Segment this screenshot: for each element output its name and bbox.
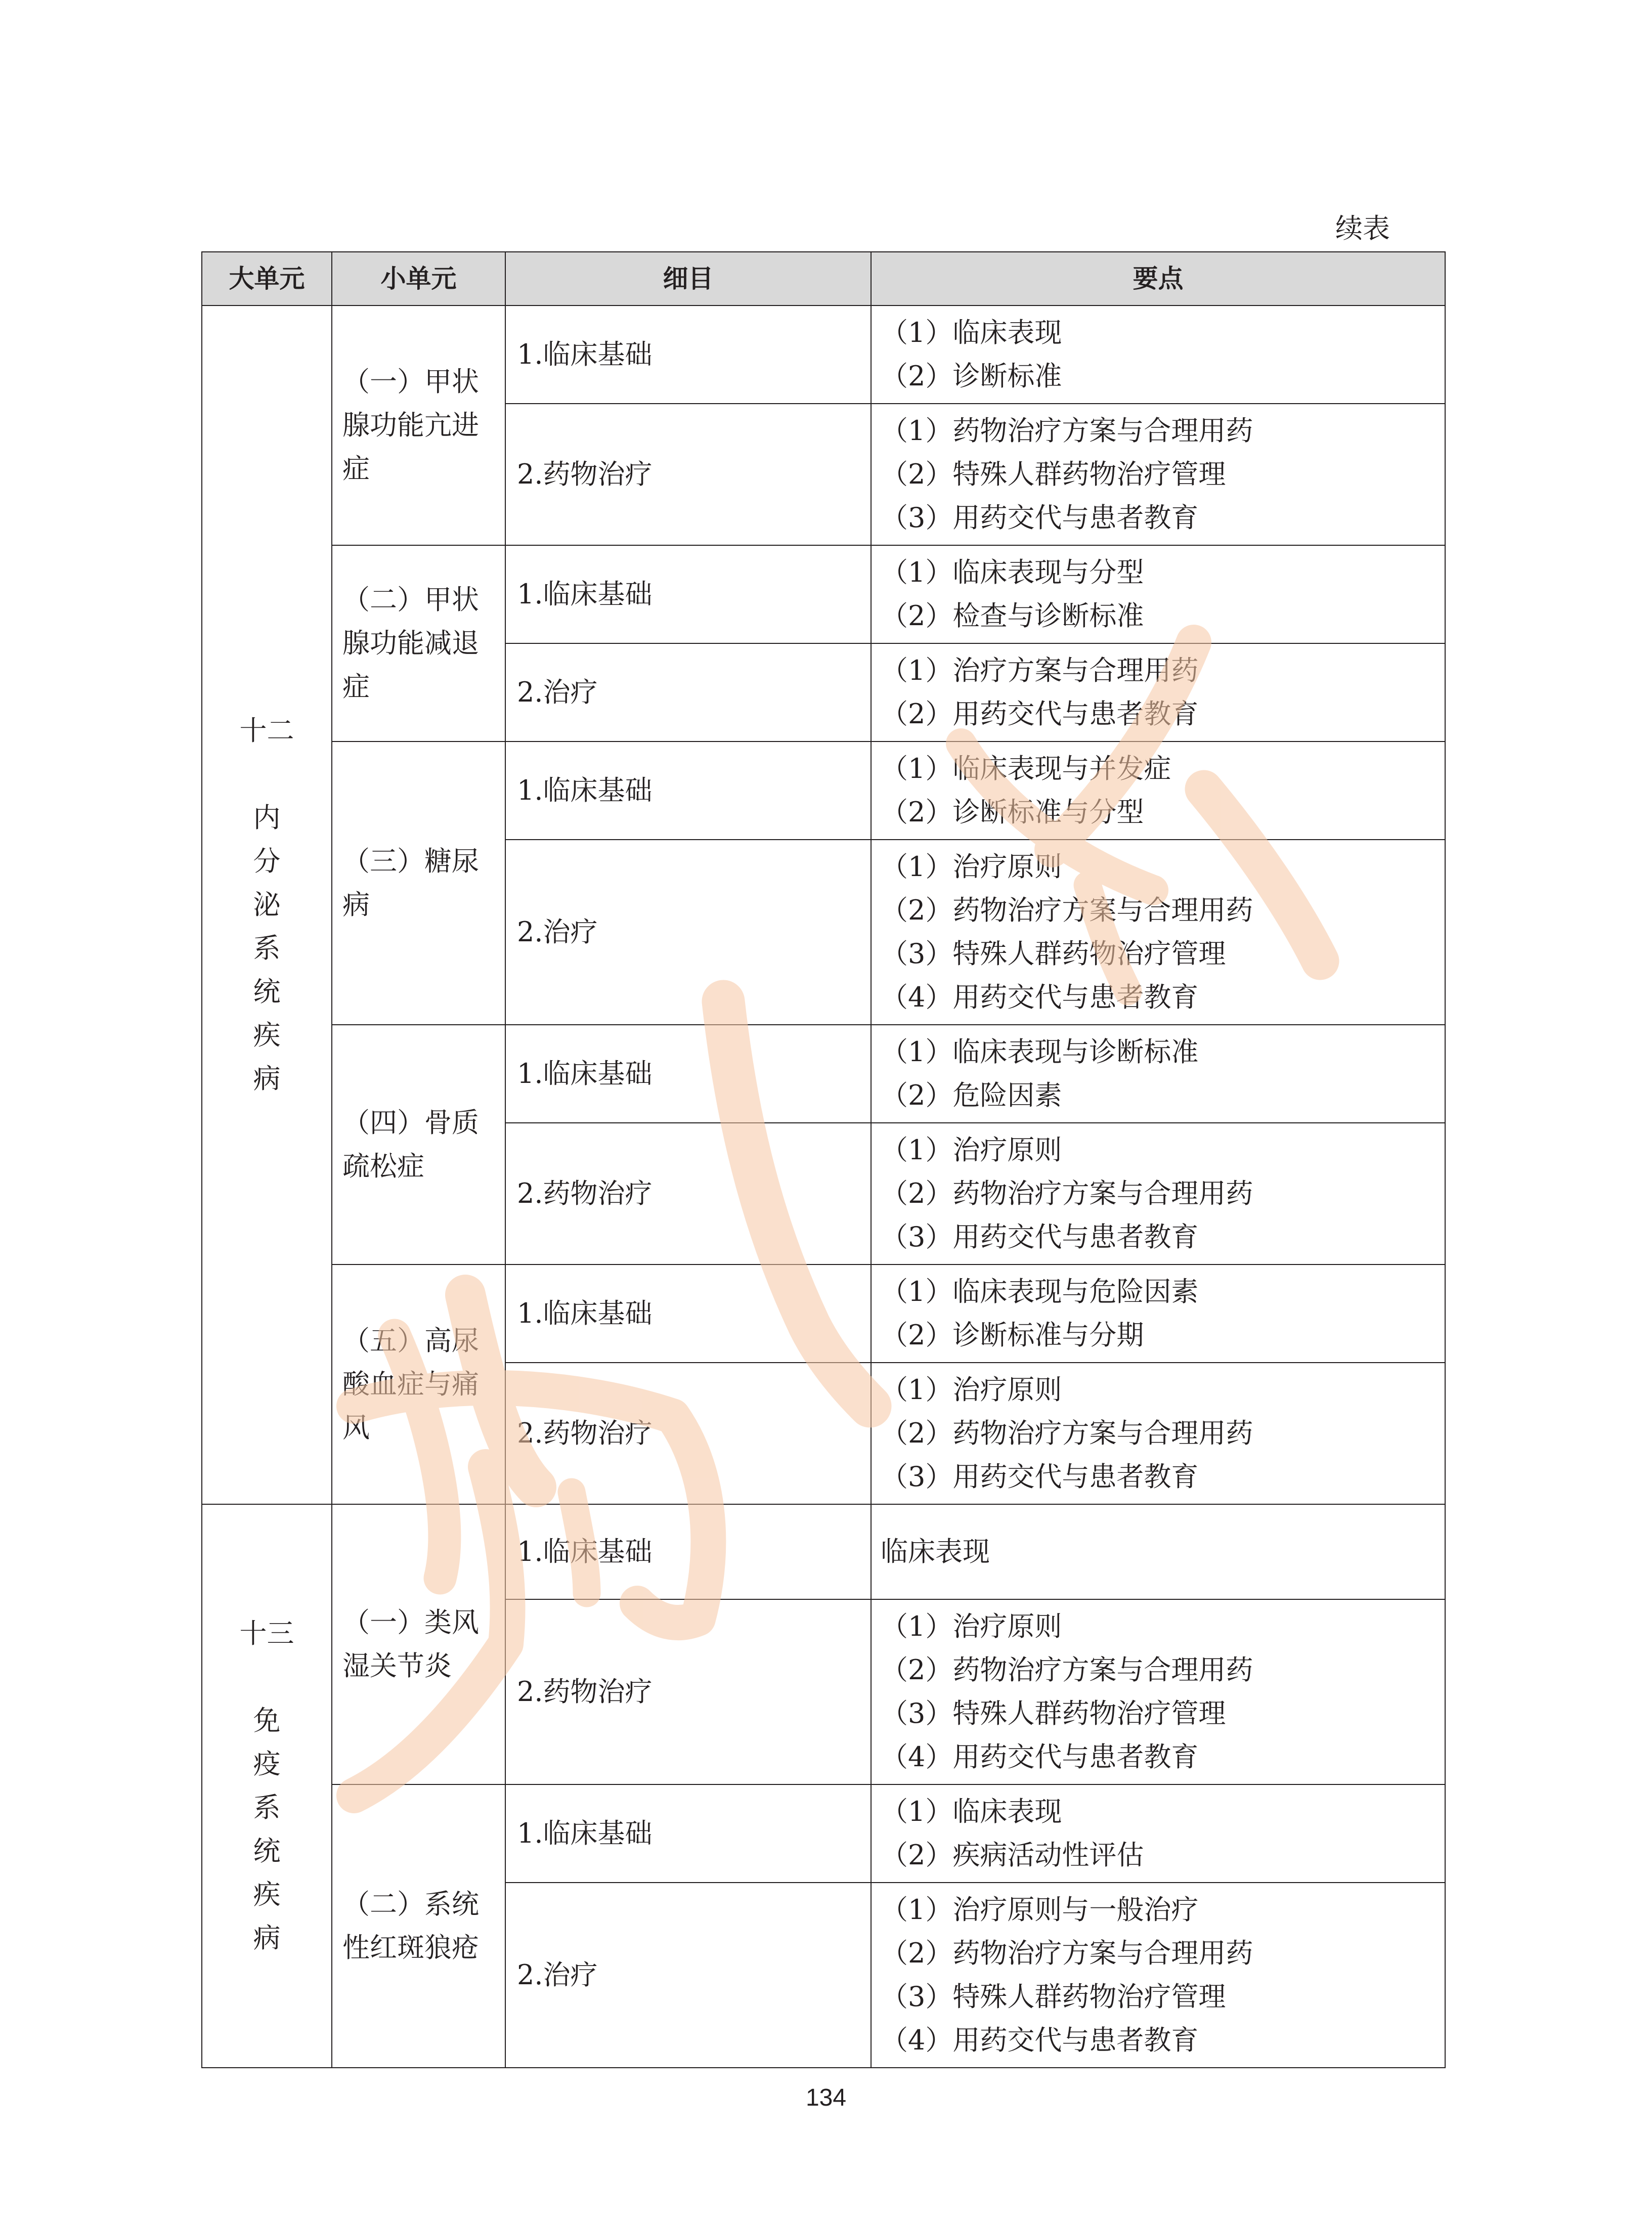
key-point: （2）疾病活动性评估 xyxy=(881,1839,1144,1871)
continued-label: 续表 xyxy=(1335,212,1390,244)
key-points-cell xyxy=(871,306,1445,404)
key-points-cell xyxy=(871,1784,1445,1883)
detail-cell: 2.药物治疗 xyxy=(505,1363,871,1504)
key-point: （1）治疗原则 xyxy=(881,1134,1062,1166)
detail-cell: 2.治疗 xyxy=(505,840,871,1025)
key-point: （1）治疗原则与一般治疗 xyxy=(881,1894,1199,1926)
major-unit-number: 十三 xyxy=(239,1618,294,1649)
header-minor-unit: 小单元 xyxy=(332,252,505,306)
table-row xyxy=(202,1784,1445,1883)
key-points-cell xyxy=(871,840,1445,1025)
table-row xyxy=(202,1504,1445,1599)
key-point: （3）用药交代与患者教育 xyxy=(881,502,1199,534)
minor-unit-cell xyxy=(332,1025,505,1264)
key-point: （3）特殊人群药物治疗管理 xyxy=(881,938,1226,970)
detail-cell: 1.临床基础 xyxy=(505,741,871,840)
detail-cell: 1.临床基础 xyxy=(505,306,871,404)
key-point: （3）特殊人群药物治疗管理 xyxy=(881,1697,1226,1729)
minor-unit-title: （四）骨质疏松症 xyxy=(342,1107,479,1182)
detail-cell: 1.临床基础 xyxy=(505,1264,871,1363)
detail-cell: 2.治疗 xyxy=(505,643,871,741)
page-number: 134 xyxy=(805,2084,847,2111)
key-point: （3）用药交代与患者教育 xyxy=(881,1461,1199,1493)
key-point: （4）用药交代与患者教育 xyxy=(881,2024,1199,2056)
key-points-cell xyxy=(871,1025,1445,1123)
major-unit-number: 十二 xyxy=(239,715,294,747)
minor-unit-cell xyxy=(332,1504,505,1784)
minor-unit-cell xyxy=(332,306,505,545)
key-point: （1）临床表现与危险因素 xyxy=(881,1276,1199,1307)
key-points-cell xyxy=(871,741,1445,840)
key-point: （2）诊断标准与分型 xyxy=(881,796,1144,828)
key-point: （3）特殊人群药物治疗管理 xyxy=(881,1981,1226,2013)
key-point: （1）治疗原则 xyxy=(881,1374,1062,1406)
key-point: （4）用药交代与患者教育 xyxy=(881,981,1199,1013)
key-point: （1）临床表现 xyxy=(881,1796,1062,1827)
table-row xyxy=(202,1264,1445,1363)
major-unit-cell xyxy=(202,306,332,1504)
major-unit-name: 免疫系统疾病 xyxy=(253,1705,281,1954)
detail-cell: 1.临床基础 xyxy=(505,1504,871,1599)
detail-cell: 1.临床基础 xyxy=(505,545,871,643)
table-row xyxy=(202,306,1445,404)
key-point: （3）用药交代与患者教育 xyxy=(881,1221,1199,1253)
key-point: （2）危险因素 xyxy=(881,1079,1062,1111)
major-unit-name: 内分泌系统疾病 xyxy=(253,802,281,1095)
detail-cell: 1.临床基础 xyxy=(505,1784,871,1883)
key-point: （2）药物治疗方案与合理用药 xyxy=(881,1177,1253,1209)
minor-unit-cell xyxy=(332,545,505,741)
key-point: （2）药物治疗方案与合理用药 xyxy=(881,1654,1253,1686)
key-point: （2）检查与诊断标准 xyxy=(881,600,1144,632)
major-unit-cell xyxy=(202,1504,332,2068)
key-point: （1）药物治疗方案与合理用药 xyxy=(881,415,1253,447)
key-point: （1）临床表现 xyxy=(881,317,1062,348)
minor-unit-title: （三）糖尿病 xyxy=(342,845,479,921)
key-point: （2）用药交代与患者教育 xyxy=(881,698,1199,730)
table-body xyxy=(202,306,1445,2068)
minor-unit-title: （一）类风湿关节炎 xyxy=(342,1606,479,1682)
minor-unit-cell xyxy=(332,1784,505,2068)
key-point: （1）治疗方案与合理用药 xyxy=(881,655,1199,686)
syllabus-table xyxy=(201,251,1446,2068)
header-major-unit: 大单元 xyxy=(202,252,332,306)
header-key-points: 要点 xyxy=(871,252,1445,306)
key-point: （1）临床表现与分型 xyxy=(881,556,1144,588)
key-point: （2）药物治疗方案与合理用药 xyxy=(881,1417,1253,1449)
key-point: （2）诊断标准 xyxy=(881,360,1062,392)
detail-cell: 2.药物治疗 xyxy=(505,1123,871,1264)
key-point: （1）临床表现与并发症 xyxy=(881,753,1171,784)
key-point: （1）治疗原则 xyxy=(881,1610,1062,1642)
key-points-cell xyxy=(871,1599,1445,1784)
table-row xyxy=(202,545,1445,643)
key-points-cell xyxy=(871,1264,1445,1363)
key-point: （2）特殊人群药物治疗管理 xyxy=(881,458,1226,490)
minor-unit-title: （一）甲状腺功能亢进症 xyxy=(342,366,479,485)
key-points-cell xyxy=(871,545,1445,643)
minor-unit-title: （二）系统性红斑狼疮 xyxy=(342,1888,479,1964)
key-points-cell xyxy=(871,1123,1445,1264)
minor-unit-cell xyxy=(332,1264,505,1504)
detail-cell: 1.临床基础 xyxy=(505,1025,871,1123)
key-points-cell xyxy=(871,1363,1445,1504)
key-point: （1）临床表现与诊断标准 xyxy=(881,1036,1199,1068)
minor-unit-cell xyxy=(332,741,505,1025)
detail-cell: 2.药物治疗 xyxy=(505,404,871,545)
key-points-cell xyxy=(871,404,1445,545)
key-point: （2）诊断标准与分期 xyxy=(881,1319,1144,1351)
detail-cell: 2.治疗 xyxy=(505,1883,871,2068)
key-point: （2）药物治疗方案与合理用药 xyxy=(881,894,1253,926)
header-detail: 细目 xyxy=(505,252,871,306)
table-row xyxy=(202,741,1445,840)
key-point: （1）治疗原则 xyxy=(881,851,1062,883)
table-row xyxy=(202,1025,1445,1123)
key-point: （2）药物治疗方案与合理用药 xyxy=(881,1937,1253,1969)
table-header-row xyxy=(202,252,1445,306)
detail-cell: 2.药物治疗 xyxy=(505,1599,871,1784)
key-points-cell xyxy=(871,1504,1445,1599)
key-points-cell xyxy=(871,643,1445,741)
key-points-cell xyxy=(871,1883,1445,2068)
minor-unit-title: （二）甲状腺功能减退症 xyxy=(342,584,479,703)
key-point: （4）用药交代与患者教育 xyxy=(881,1741,1199,1773)
minor-unit-title: （五）高尿酸血症与痛风 xyxy=(342,1325,479,1444)
key-point: 临床表现 xyxy=(881,1536,990,1567)
